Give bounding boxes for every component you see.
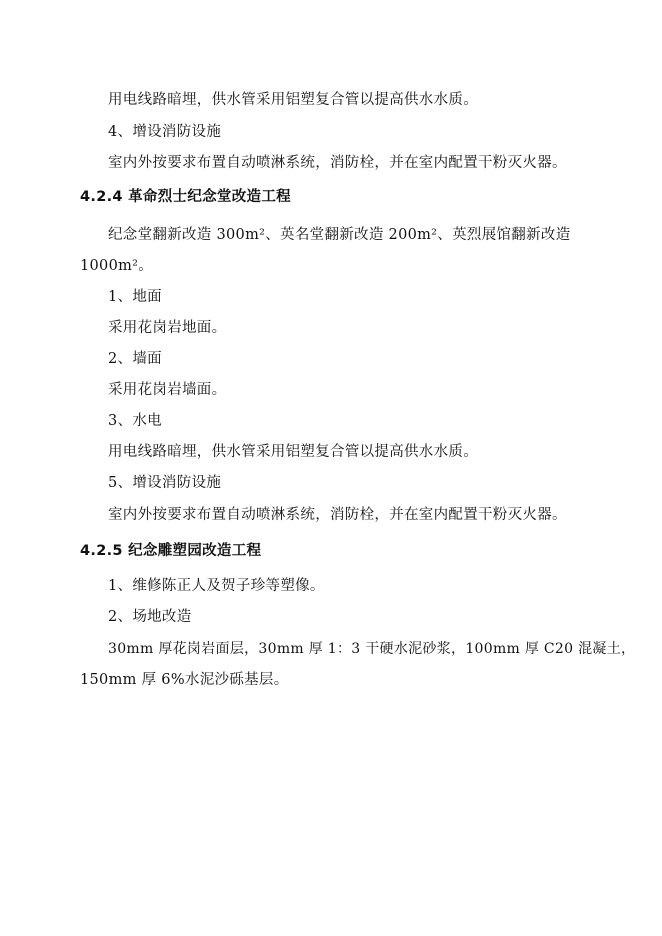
- section-heading-4-2-5: 4.2.5 纪念雕塑园改造工程: [80, 543, 262, 559]
- list-item: 3、水电: [108, 413, 162, 429]
- list-item: 1、维修陈正人及贺子珍等塑像。: [108, 578, 325, 594]
- paragraph-line: 用电线路暗埋，供水管采用铝塑复合管以提高供水水质。: [108, 444, 478, 460]
- list-item: 5、增设消防设施: [108, 475, 222, 491]
- list-item: 4、增设消防设施: [108, 124, 222, 140]
- list-item: 1、地面: [108, 289, 162, 305]
- paragraph-line: 室内外按要求布置自动喷淋系统，消防栓，并在室内配置干粉灭火器。: [108, 155, 567, 171]
- paragraph-line: 采用花岗岩墙面。: [108, 382, 227, 398]
- paragraph-line: 30mm 厚花岗岩面层，30mm 厚 1：3 干硬水泥砂浆，100mm 厚 C20 混凝土，: [108, 641, 636, 657]
- paragraph-line: 1000m²。: [80, 258, 154, 274]
- paragraph-line: 纪念堂翻新改造 300m²、英名堂翻新改造 200m²、英烈展馆翻新改造: [108, 227, 571, 243]
- paragraph-line: 室内外按要求布置自动喷淋系统，消防栓，并在室内配置干粉灭火器。: [108, 507, 567, 523]
- list-item: 2、墙面: [108, 351, 162, 367]
- paragraph-line: 采用花岗岩地面。: [108, 320, 227, 336]
- paragraph-line: 150mm 厚 6%水泥沙砾基层。: [80, 672, 289, 688]
- section-heading-4-2-4: 4.2.4 革命烈士纪念堂改造工程: [80, 189, 291, 205]
- paragraph-line: 用电线路暗埋，供水管采用铝塑复合管以提高供水水质。: [108, 92, 478, 108]
- list-item: 2、场地改造: [108, 609, 192, 625]
